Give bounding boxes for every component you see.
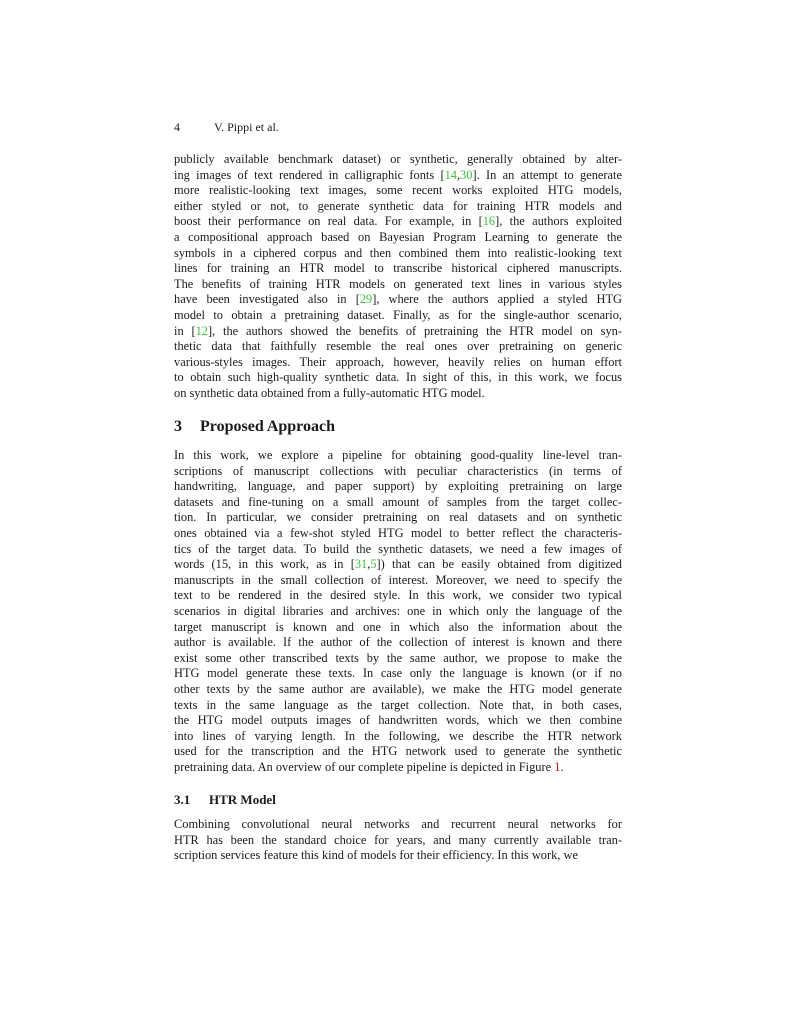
- subsection-heading: [174, 791, 276, 809]
- text-line: text to be rendered in the desired style. In this work, we consider two typical: [174, 588, 622, 603]
- text-line: ones obtained via a few-shot styled HTG model to better reflect the characteris-: [174, 525, 622, 540]
- text-line: more realistic-looking text images, some recent works exploited HTG models,: [174, 183, 622, 198]
- text-line: on synthetic data obtained from a fully-automatic HTG model.: [174, 385, 485, 400]
- text-line: ing images of text rendered in calligraphic fonts [14,30]. In an attempt to generate: [174, 167, 622, 182]
- text-line: tion. In particular, we consider pretraining on real datasets and on synthetic: [174, 510, 622, 525]
- running-head: [174, 119, 279, 135]
- citation-link[interactable]: 31: [354, 557, 368, 572]
- text-line: scription services feature this kind of models for their efficiency. In this work, we: [174, 848, 578, 863]
- text-line: to obtain such high-quality synthetic data. In sight of this, in this work, we focus: [174, 370, 622, 385]
- text-line: Combining convolutional neural networks and recurrent neural networks for: [174, 817, 622, 831]
- running-head-authors: V. Pippi et al.: [214, 120, 279, 134]
- text-line: other texts by the same author are available), we make the HTG model generate: [174, 681, 622, 696]
- citation-link[interactable]: 30: [460, 167, 473, 182]
- text-line: HTR has been the standard choice for years, and many currently available tran-: [174, 832, 622, 847]
- text-line: used for the transcription and the HTG network used to generate the synthetic: [174, 744, 622, 759]
- subsection-title: HTR Model: [209, 792, 276, 807]
- text-line: symbols in a ciphered corpus and then combined them into realistic-looking text: [174, 245, 622, 260]
- text-line: exist some other transcribed texts by the same author, we propose to make the: [174, 650, 622, 665]
- text-line: words (15, in this work, as in [31,5]) that can be easily obtained from digitized: [174, 557, 622, 572]
- paragraph-proposed-approach: [174, 448, 622, 775]
- citation-link[interactable]: 14: [444, 167, 457, 182]
- text-line: pretraining data. An overview of our complete pipeline is depicted in Figure 1.: [174, 759, 564, 774]
- citation-link[interactable]: 29: [359, 292, 373, 307]
- text-line: have been investigated also in [29], where the authors applied a styled HTG: [174, 292, 622, 307]
- text-line: handwriting, language, and paper support) by exploiting pretraining on large: [174, 479, 622, 494]
- figure-reference-link[interactable]: 1: [554, 759, 561, 774]
- text-line: HTG model generate these texts. In case only the language is known (or if no: [174, 666, 622, 681]
- text-line: either styled or not, to generate synthetic data for training HTR models and: [174, 198, 622, 213]
- paragraph-htr-model: [174, 817, 622, 864]
- text-line: publicly available benchmark dataset) or synthetic, generally obtained by alter-: [174, 152, 622, 166]
- page-number: 4: [174, 120, 180, 134]
- text-line: lines for training an HTR model to transcribe historical ciphered manuscripts.: [174, 261, 622, 276]
- text-line: target manuscript is known and one in which also the information about the: [174, 619, 622, 634]
- citation-link[interactable]: 12: [195, 323, 208, 338]
- text-line: scriptions of manuscript collections with peculiar characteristics (in terms of: [174, 463, 622, 478]
- subsection-number: 3.1: [174, 792, 191, 807]
- text-line: In this work, we explore a pipeline for obtaining good-quality line-level tran-: [174, 448, 622, 462]
- text-line: boost their performance on real data. For example, in [16], the authors exploited: [174, 214, 622, 229]
- text-line: model to obtain a pretraining dataset. Finally, as for the single-author scenario,: [174, 307, 622, 322]
- text-line: The benefits of training HTR models on generated text lines in various styles: [174, 276, 622, 291]
- section-title: Proposed Approach: [200, 418, 335, 435]
- text-line: in [12], the authors showed the benefits of pretraining the HTR model on syn-: [174, 323, 622, 338]
- section-number: 3: [174, 418, 182, 435]
- section-heading: [174, 417, 335, 437]
- paragraph-related-work: [174, 152, 622, 402]
- text-line: manuscripts in the small collection of interest. Moreover, we need to specify the: [174, 572, 622, 587]
- text-line: scenarios in digital libraries and archives: one in which only the language of the: [174, 603, 622, 618]
- text-line: datasets and fine-tuning on a small amount of samples from the target collec-: [174, 494, 622, 509]
- text-line: the HTG model outputs images of handwritten words, which we then combine: [174, 713, 622, 728]
- text-line: thetic data that faithfully resemble the real ones over pretraining on generic: [174, 339, 622, 354]
- text-line: into lines of varying length. In the following, we describe the HTR network: [174, 728, 622, 743]
- text-line: various-styles images. Their approach, however, heavily relies on human effort: [174, 354, 622, 369]
- citation-link[interactable]: 5: [370, 557, 377, 572]
- text-line: tics of the target data. To build the synthetic datasets, we need a few images of: [174, 541, 622, 556]
- text-line: texts in the same language as the target collection. Note that, in both cases,: [174, 697, 622, 712]
- citation-link[interactable]: 16: [482, 214, 496, 229]
- text-line: a compositional approach based on Bayesian Program Learning to generate the: [174, 229, 622, 244]
- text-line: author is available. If the author of the collection of interest is known and there: [174, 635, 622, 650]
